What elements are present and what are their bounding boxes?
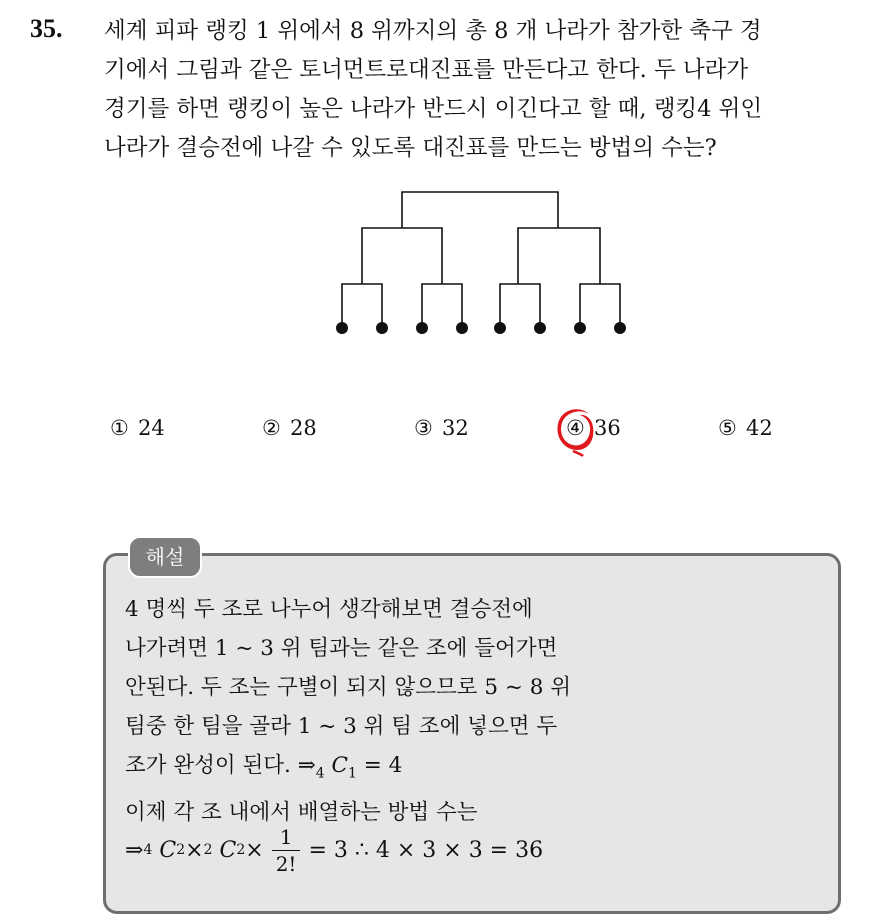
choice-mark: ④ [566,416,585,440]
bracket-team-node [336,322,348,334]
bracket-final-line [402,192,558,228]
solution-line: 4 명씩 두 조로 나누어 생각해보면 결승전에 [125,597,533,622]
question-number: 35. [30,14,63,43]
bracket-team-node [534,322,546,334]
solution-line: 팀중 한 팀을 골라 1 ~ 3 위 팀 조에 넣으면 두 [125,714,558,739]
bracket-quarter-1 [342,284,382,328]
question-line: 기에서 그림과 같은 토너먼트로대진표를 만든다고 한다. 두 나라가 [104,57,749,83]
answer-choices [0,416,884,456]
bracket-team-node [456,322,468,334]
choice-mark: ① [110,416,129,440]
question-line: 나라가 결승전에 나갈 수 있도록 대진표를 만드는 방법의 수는? [104,135,717,161]
answer-circle-mark [553,406,597,458]
bracket-quarter-3 [500,284,540,328]
choice-5[interactable] [718,416,773,440]
solution-line: 이제 각 조 내에서 배열하는 방법 수는 [125,800,478,826]
question-line: 경기를 하면 랭킹이 높은 나라가 반드시 이긴다고 할 때, 랭킹4 위인 [104,96,763,122]
solution-tag: 해설 [128,536,202,578]
solution-line: 조가 완성이 된다. $\Rightarrow_4$ $C_1 = 4$ [125,753,403,782]
solution-line: 나가려면 1 ~ 3 위 팀과는 같은 조에 들어가면 [125,636,558,661]
choice-1[interactable] [110,416,165,440]
bracket-team-node [494,322,506,334]
question-line: 세계 피파 랭킹 1 위에서 8 위까지의 총 8 개 나라가 참가한 축구 경 [104,18,762,44]
bracket-team-node [376,322,388,334]
choice-3[interactable] [414,416,469,440]
choice-value: 36 [594,416,621,440]
solution-line: 안된다. 두 조는 구별이 되지 않으므로 5 ~ 8 위 [125,675,572,700]
bracket-team-node [614,322,626,334]
choice-value: 32 [442,416,469,440]
bracket-team-node [416,322,428,334]
solution-formula: ⇒ 4 C 2 × 2 C 2 × $\frac{1}{2!}$ = 3 ∴ 4 × 3 × 3 = 36 [125,824,544,876]
question-text [104,12,864,168]
choice-mark: ② [262,416,281,440]
bracket-team-node [574,322,586,334]
fraction: $\frac{1}{2!}$ [272,824,301,877]
bracket-semifinal-left [362,228,442,284]
choice-value: 42 [746,416,773,440]
choice-2[interactable] [262,416,317,440]
choice-mark: ③ [414,416,433,440]
solution-text [125,590,571,832]
bracket-semifinal-right [518,228,600,284]
choice-mark: ⑤ [718,416,737,440]
tournament-bracket-diagram [320,180,640,340]
bracket-quarter-4 [580,284,620,328]
choice-value: 28 [290,416,317,440]
choice-value: 24 [138,416,165,440]
bracket-quarter-2 [422,284,462,328]
